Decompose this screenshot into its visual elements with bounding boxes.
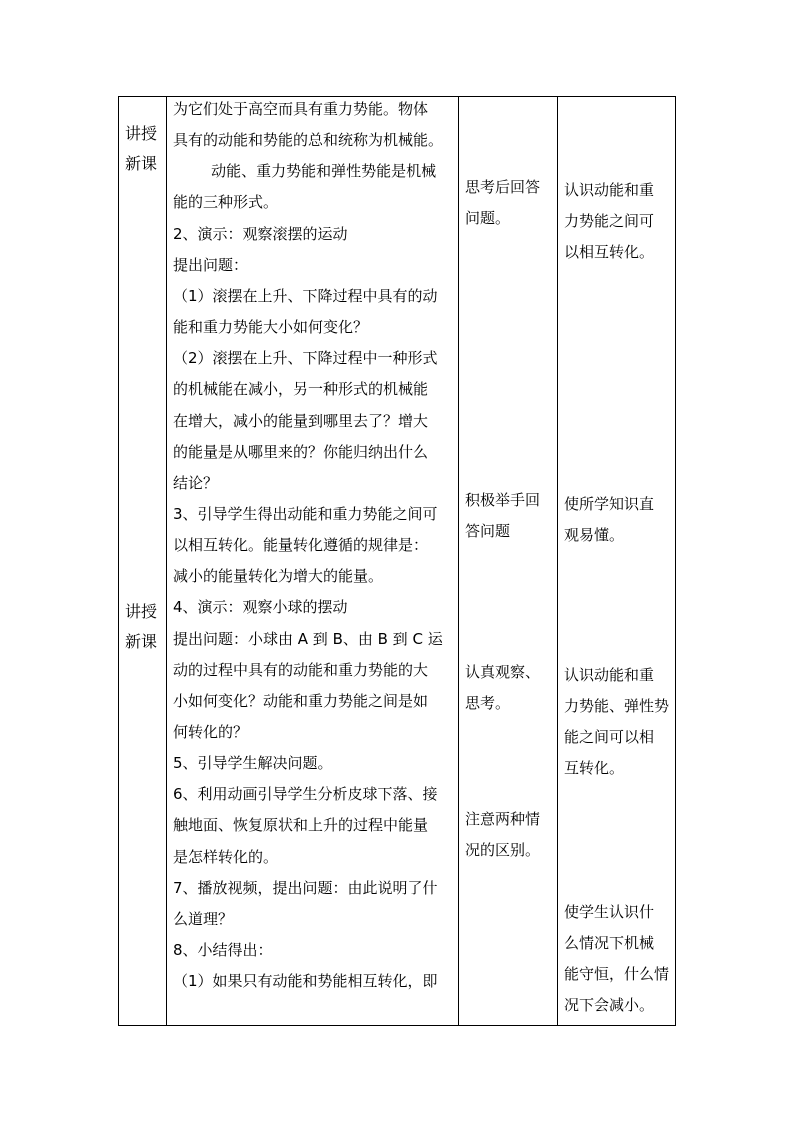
content-line: 是怎样转化的。 xyxy=(173,847,279,866)
content-line: 6、利用动画引导学生分析皮球下落、接 xyxy=(173,785,438,804)
content-line: （1）滚摆在上升、下降过程中具有的动 xyxy=(173,286,438,305)
content-line: （2）滚摆在上升、下降过程中一种形式 xyxy=(173,349,438,368)
content-line: 动能、重力势能和弹性势能是机械 xyxy=(173,162,437,181)
content-line: 3、引导学生得出动能和重力势能之间可 xyxy=(173,504,438,523)
design-intent-line: 以相互转化。 xyxy=(564,243,655,261)
design-intent-line: 认识动能和重 xyxy=(564,666,655,684)
content-line: 具有的动能和势能的总和统称为机械能。 xyxy=(173,131,444,150)
design-intent-line: 么情况下机械 xyxy=(564,934,655,952)
student-activity xyxy=(465,485,540,547)
section-label xyxy=(125,119,157,179)
student-activity-line: 积极举手回 xyxy=(465,491,541,509)
content-line: 的机械能在减小，另一种形式的机械能 xyxy=(173,380,429,399)
design-intent-line: 况下会减小。 xyxy=(564,996,655,1014)
content-line: 5、引导学生解决问题。 xyxy=(173,754,333,773)
design-intent-line: 观易懂。 xyxy=(564,526,625,544)
content-line: 7、播放视频，提出问题：由此说明了什 xyxy=(173,878,438,897)
student-activity xyxy=(465,804,540,866)
section-label-line: 新课 xyxy=(125,632,158,651)
section-label-line: 讲授 xyxy=(125,602,158,621)
section-label xyxy=(125,597,157,657)
content-line: 在增大，减小的能量到哪里去了？增大 xyxy=(173,411,429,430)
teaching-content-column xyxy=(167,97,457,1025)
content-line: 结论？ xyxy=(173,473,219,492)
design-intent-line: 使所学知识直 xyxy=(564,495,655,513)
content-line: 么道理？ xyxy=(173,909,234,928)
content-line: 能的三种形式。 xyxy=(173,193,279,212)
student-activity-line: 答问题 xyxy=(465,522,511,540)
design-intent-line: 使学生认识什 xyxy=(564,903,655,921)
student-activity-column xyxy=(459,97,556,1025)
student-activity-line: 认真观察、 xyxy=(465,663,541,681)
content-line: 能和重力势能大小如何变化？ xyxy=(173,318,369,337)
content-line: 触地面、恢复原状和上升的过程中能量 xyxy=(173,816,429,835)
content-line: 提出问题：小球由 A 到 B、由 B 到 C 运 xyxy=(173,629,443,648)
design-intent xyxy=(564,489,654,551)
student-activity-line: 思考后回答 xyxy=(465,178,541,196)
content-line: 动的过程中具有的动能和重力势能的大 xyxy=(173,660,429,679)
student-activity-line: 况的区别。 xyxy=(465,841,541,859)
content-line: 的能量是从哪里来的？你能归纳出什么 xyxy=(173,442,429,461)
content-line: 为它们处于高空而具有重力势能。物体 xyxy=(173,100,429,118)
content-line: 以相互转化。能量转化遵循的规律是： xyxy=(173,536,429,555)
content-line: 4、演示：观察小球的摆动 xyxy=(173,598,348,617)
design-intent xyxy=(564,897,669,1021)
content-line: （1）如果只有动能和势能相互转化，即 xyxy=(173,972,438,991)
label-column xyxy=(119,97,166,1025)
design-intent xyxy=(564,175,654,268)
design-intent-line: 力势能、弹性势 xyxy=(564,697,670,715)
design-intent-line: 能守恒，什么情 xyxy=(564,965,670,983)
design-intent-line: 能之间可以相 xyxy=(564,728,655,746)
content-line: 小如何变化？动能和重力势能之间是如 xyxy=(173,691,429,710)
design-intent-line: 力势能之间可 xyxy=(564,212,655,230)
content-line: 提出问题： xyxy=(173,255,249,274)
content-line: 减小的能量转化为增大的能量。 xyxy=(173,567,384,586)
student-activity-line: 思考。 xyxy=(465,694,511,712)
student-activity-line: 注意两种情 xyxy=(465,810,541,828)
content-line: 何转化的？ xyxy=(173,723,249,741)
student-activity xyxy=(465,172,540,234)
content-line: 2、演示：观察滚摆的运动 xyxy=(173,224,348,243)
lesson-table xyxy=(118,96,676,1026)
design-intent-line: 认识动能和重 xyxy=(564,181,655,199)
section-label-line: 讲授 xyxy=(125,124,158,143)
section-label-line: 新课 xyxy=(125,154,158,173)
student-activity-line: 问题。 xyxy=(465,209,511,227)
design-intent xyxy=(564,660,669,784)
design-intent-line: 互转化。 xyxy=(564,759,625,777)
content-line: 8、小结得出： xyxy=(173,941,273,960)
student-activity xyxy=(465,657,540,719)
design-intent-column xyxy=(558,97,675,1025)
